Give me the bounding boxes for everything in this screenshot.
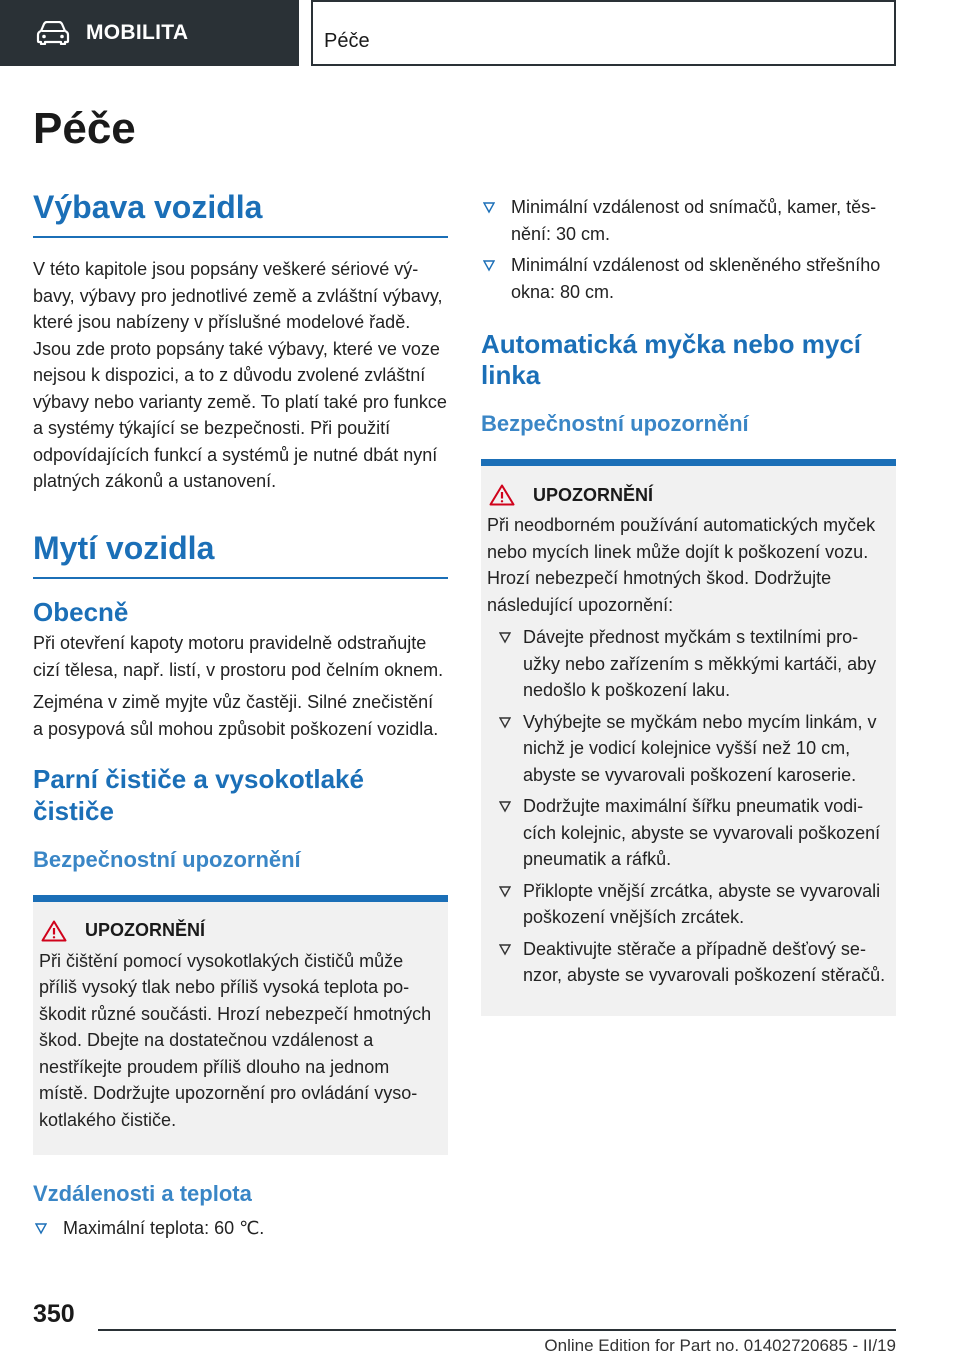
warning-title: UPOZORNĚNÍ xyxy=(85,920,206,941)
distance-list xyxy=(33,1215,448,1242)
heading-distances: Vzdálenosti a teplota xyxy=(33,1181,252,1207)
bullet-triangle-icon xyxy=(499,717,511,729)
distance-list-continued xyxy=(481,194,896,305)
edition-note: Online Edition for Part no. 01402720685 - II/19 xyxy=(544,1336,896,1355)
list-item: Deaktivujte stěrače a případně dešťový senzor, abyste se vyvarovali poškození stěračů. xyxy=(487,936,888,989)
warning-triangle-icon xyxy=(489,484,515,506)
page-number: 350 xyxy=(33,1300,75,1328)
header-chapter-box xyxy=(311,0,896,66)
left-column xyxy=(33,188,448,1247)
warning-text: Při čištění pomocí vysokotlakých čističů může příliš vysoký tlak nebo příliš vysoká teplota poškodit různé součásti. Hrozí nebezpečí hmotných škod. Dbejte na dostatečnou vzdálenost a nestříkejte proudem příliš dlouho na jednom místě. Dodržujte upozornění pro ovládání vysokotlakého čističe. xyxy=(39,950,432,1130)
bullet-triangle-icon xyxy=(499,801,511,813)
heading-safety-notes: Bezpečnostní upozornění xyxy=(481,411,749,437)
list-item: Dodržujte maximální šířku pneumatik vodicích kolejnic, abyste se vyvarovali poškození pneumatik a ráfků. xyxy=(487,793,888,873)
heading-equipment: Výbava vozidla xyxy=(33,188,448,238)
page-title: Péče xyxy=(33,104,136,153)
bullet-triangle-icon xyxy=(35,1223,47,1235)
bullet-triangle-icon xyxy=(499,886,511,898)
heading-car-wash: Automatická myčka nebo mycí linka xyxy=(481,329,862,391)
list-item: Minimální vzdálenost od skleněného střešního okna: 80 cm. xyxy=(481,252,896,305)
header-section-tab xyxy=(0,0,299,66)
heading-general: Obecně xyxy=(33,597,129,628)
list-item: Minimální vzdálenost od snímačů, kamer, těsnění: 30 cm. xyxy=(481,194,896,247)
bullet-triangle-icon xyxy=(483,202,495,214)
general-paragraph-2: Zejména v zimě myjte vůz častěji. Silné znečistění a posypová sůl mohou způsobit poškození vozidla. xyxy=(33,692,439,739)
list-item: Přiklopte vnější zrcátka, abyste se vyvarovali poškození vnějších zrcátek. xyxy=(487,878,888,931)
heading-steam-cleaners: Parní čističe a vysokotlaké čističe xyxy=(33,764,364,826)
header-top-rule xyxy=(311,0,894,2)
list-item: Dávejte přednost myčkám s textilními proužky nebo zařízením s měkkými kartáči, aby nedošlo k poškození laku. xyxy=(487,624,888,704)
warning-box xyxy=(481,459,896,1016)
warning-triangle-icon xyxy=(41,920,67,942)
header-section-label: MOBILITA xyxy=(86,21,189,44)
right-column xyxy=(481,188,896,1024)
warning-text: Při neodborném používání automatických myček nebo mycích linek může dojít k poškození vozu. Hrozí nebezpečí hmotných škod. Dodržujte následující upozornění: xyxy=(487,515,876,615)
heading-washing: Mytí vozidla xyxy=(33,529,448,579)
list-item: Vyhýbejte se myčkám nebo mycím linkám, v nichž je vodicí kolejnice vyšší než 10 cm, abyste se vyvarovali poškození karoserie. xyxy=(487,709,888,789)
warning-list xyxy=(487,624,888,989)
header-chapter-label: Péče xyxy=(324,30,370,52)
general-paragraph-1: Při otevření kapoty motoru pravidelně odstraňujte cizí tělesa, např. listí, v prostoru pod čelním oknem. xyxy=(33,633,444,680)
list-item: Maximální teplota: 60 ℃. xyxy=(33,1215,448,1242)
bullet-triangle-icon xyxy=(499,632,511,644)
car-icon xyxy=(36,21,70,45)
bullet-triangle-icon xyxy=(483,260,495,272)
warning-box xyxy=(33,895,448,1156)
equipment-paragraph: V této kapitole jsou popsány veškeré sériové výbavy, výbavy pro jednotlivé země a zvláštní výbavy, které jsou nabízeny v příslušné modelové řadě. Jsou zde proto popsány také výbavy, které ve voze nejsou k dispozici, a to z důvodu zvolené zvláštní výbavy nebo varianty země. To platí také pro funkce a systémy týkající se bezpečnosti. Při použití odpovídajících funkcí a systémů je nutné dbát nyní platných zákonů a ustanovení. xyxy=(33,259,447,492)
footer-rule xyxy=(98,1329,896,1331)
bullet-triangle-icon xyxy=(499,944,511,956)
heading-safety-notes: Bezpečnostní upozornění xyxy=(33,846,301,872)
warning-title: UPOZORNĚNÍ xyxy=(533,484,654,505)
